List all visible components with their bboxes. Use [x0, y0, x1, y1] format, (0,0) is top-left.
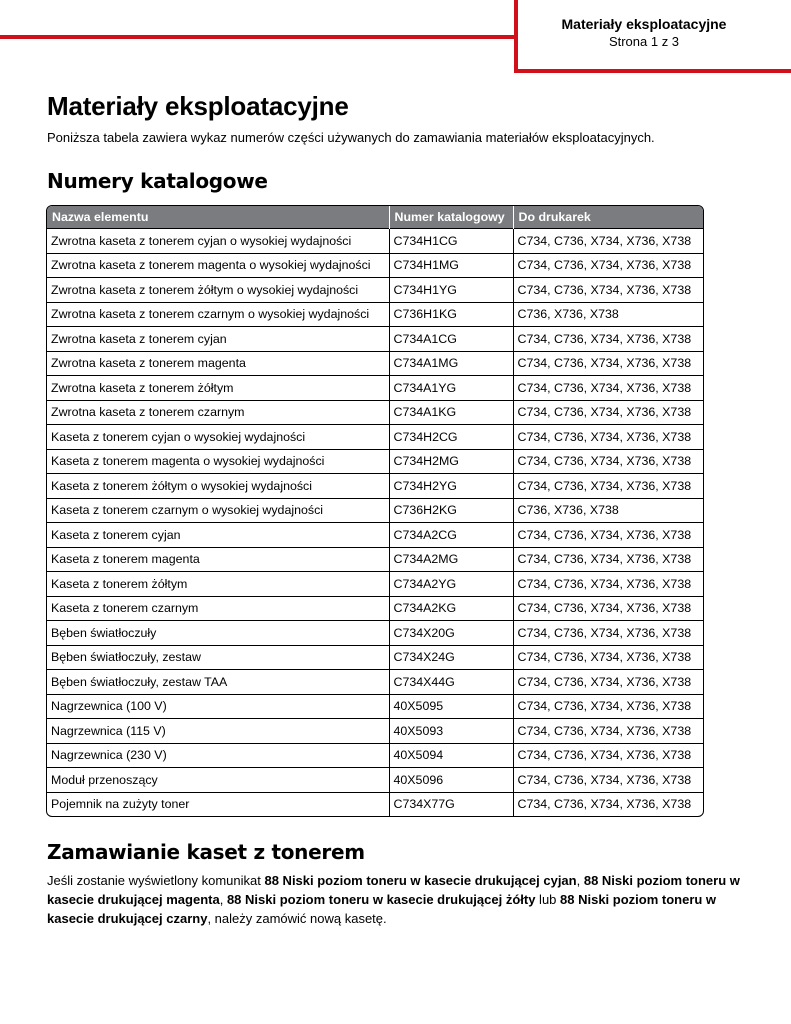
cell-part-number: C734X44G	[389, 670, 513, 695]
message-black: 88 Niski poziom toneru w kasecie drukującej czarny	[47, 892, 717, 926]
cell-item-name: Moduł przenoszący	[47, 768, 389, 793]
table-row	[47, 278, 703, 303]
cell-item-name: Bęben światłoczuły	[47, 621, 389, 646]
cell-printers: C734, C736, X734, X736, X738	[513, 719, 703, 744]
cell-part-number: 40X5096	[389, 768, 513, 793]
cell-part-number: C734X77G	[389, 792, 513, 816]
column-header-printers: Do drukarek	[513, 206, 703, 229]
cell-part-number: C734H2CG	[389, 425, 513, 450]
cell-printers: C734, C736, X734, X736, X738	[513, 278, 703, 303]
cell-item-name: Kaseta z tonerem magenta o wysokiej wydajności	[47, 449, 389, 474]
message-cyan: 88 Niski poziom toneru w kasecie drukującej cyjan	[264, 873, 577, 888]
cell-printers: C736, X736, X738	[513, 498, 703, 523]
text-run: Jeśli zostanie wyświetlony komunikat	[47, 873, 265, 888]
text-run: ,	[576, 873, 584, 888]
text-run: , należy zamówić nową kasetę.	[207, 911, 387, 926]
cell-item-name: Kaseta z tonerem cyjan	[47, 523, 389, 548]
cell-part-number: C734H1MG	[389, 253, 513, 278]
cell-item-name: Zwrotna kaseta z tonerem magenta	[47, 351, 389, 376]
table-row	[47, 572, 703, 597]
cell-printers: C734, C736, X734, X736, X738	[513, 351, 703, 376]
ordering-paragraph	[47, 871, 757, 928]
table-row	[47, 351, 703, 376]
cell-printers: C734, C736, X734, X736, X738	[513, 474, 703, 499]
header-rule-left	[0, 35, 518, 39]
table-row	[47, 523, 703, 548]
cell-item-name: Nagrzewnica (100 V)	[47, 694, 389, 719]
cell-printers: C734, C736, X734, X736, X738	[513, 572, 703, 597]
cell-printers: C734, C736, X734, X736, X738	[513, 768, 703, 793]
supplies-table	[46, 205, 704, 817]
column-header-item-name: Nazwa elementu	[47, 206, 389, 229]
table-row	[47, 229, 703, 254]
cell-item-name: Kaseta z tonerem żółtym	[47, 572, 389, 597]
cell-part-number: C734A1KG	[389, 400, 513, 425]
table-row	[47, 645, 703, 670]
cell-printers: C734, C736, X734, X736, X738	[513, 449, 703, 474]
cell-part-number: 40X5094	[389, 743, 513, 768]
table-row	[47, 621, 703, 646]
cell-item-name: Zwrotna kaseta z tonerem żółtym	[47, 376, 389, 401]
table-row	[47, 743, 703, 768]
cell-item-name: Nagrzewnica (115 V)	[47, 719, 389, 744]
cell-part-number: C734A1MG	[389, 351, 513, 376]
cell-item-name: Kaseta z tonerem żółtym o wysokiej wydajności	[47, 474, 389, 499]
cell-item-name: Zwrotna kaseta z tonerem czarnym o wysokiej wydajności	[47, 302, 389, 327]
table-body	[47, 229, 703, 817]
cell-printers: C734, C736, X734, X736, X738	[513, 645, 703, 670]
cell-printers: C734, C736, X734, X736, X738	[513, 694, 703, 719]
cell-printers: C734, C736, X734, X736, X738	[513, 376, 703, 401]
cell-item-name: Kaseta z tonerem czarnym	[47, 596, 389, 621]
cell-printers: C736, X736, X738	[513, 302, 703, 327]
cell-part-number: C734X24G	[389, 645, 513, 670]
page-title: Materiały eksploatacyjne	[47, 91, 349, 121]
table-row	[47, 376, 703, 401]
message-yellow: 88 Niski poziom toneru w kasecie drukującej żółty	[226, 892, 536, 907]
table-row	[47, 694, 703, 719]
cell-printers: C734, C736, X734, X736, X738	[513, 792, 703, 816]
cell-item-name: Kaseta z tonerem cyjan o wysokiej wydajności	[47, 425, 389, 450]
intro-text: Poniższa tabela zawiera wykaz numerów części używanych do zamawiania materiałów eksploatacyjnych.	[47, 130, 655, 145]
table-row	[47, 719, 703, 744]
cell-part-number: C734X20G	[389, 621, 513, 646]
message-magenta: 88 Niski poziom toneru w kasecie drukującej magenta	[47, 873, 740, 907]
cell-part-number: 40X5095	[389, 694, 513, 719]
cell-printers: C734, C736, X734, X736, X738	[513, 229, 703, 254]
cell-part-number: C736H1KG	[389, 302, 513, 327]
table-row	[47, 768, 703, 793]
table-row	[47, 547, 703, 572]
cell-item-name: Bęben światłoczuły, zestaw	[47, 645, 389, 670]
cell-printers: C734, C736, X734, X736, X738	[513, 547, 703, 572]
cell-item-name: Bęben światłoczuły, zestaw TAA	[47, 670, 389, 695]
cell-part-number: C734A2YG	[389, 572, 513, 597]
table-row	[47, 596, 703, 621]
page-number: Strona 1 z 3	[608, 34, 680, 49]
cell-printers: C734, C736, X734, X736, X738	[513, 621, 703, 646]
cell-item-name: Zwrotna kaseta z tonerem cyjan o wysokiej wydajności	[47, 229, 389, 254]
text-run: lub	[535, 892, 561, 907]
cell-printers: C734, C736, X734, X736, X738	[513, 523, 703, 548]
table-row	[47, 474, 703, 499]
cell-printers: C734, C736, X734, X736, X738	[513, 327, 703, 352]
cell-printers: C734, C736, X734, X736, X738	[513, 253, 703, 278]
cell-part-number: C734A2MG	[389, 547, 513, 572]
cell-part-number: C736H2KG	[389, 498, 513, 523]
header-rule-bottom	[514, 69, 791, 73]
cell-item-name: Zwrotna kaseta z tonerem magenta o wysokiej wydajności	[47, 253, 389, 278]
cell-printers: C734, C736, X734, X736, X738	[513, 596, 703, 621]
cell-item-name: Zwrotna kaseta z tonerem żółtym o wysokiej wydajności	[47, 278, 389, 303]
cell-item-name: Kaseta z tonerem magenta	[47, 547, 389, 572]
cell-printers: C734, C736, X734, X736, X738	[513, 670, 703, 695]
column-header-part-number: Numer katalogowy	[389, 206, 513, 229]
table-row	[47, 425, 703, 450]
cell-part-number: C734A1YG	[389, 376, 513, 401]
cell-item-name: Pojemnik na zużyty toner	[47, 792, 389, 816]
text-run: ,	[219, 892, 227, 907]
cell-part-number: C734A2CG	[389, 523, 513, 548]
table-header-row	[47, 206, 703, 229]
cell-part-number: C734H2YG	[389, 474, 513, 499]
cell-part-number: C734A1CG	[389, 327, 513, 352]
table-row	[47, 498, 703, 523]
table-row	[47, 327, 703, 352]
cell-part-number: C734A2KG	[389, 596, 513, 621]
cell-part-number: C734H1CG	[389, 229, 513, 254]
table-row	[47, 302, 703, 327]
cell-item-name: Zwrotna kaseta z tonerem cyjan	[47, 327, 389, 352]
cell-printers: C734, C736, X734, X736, X738	[513, 425, 703, 450]
table-row	[47, 792, 703, 816]
section-heading-ordering: Zamawianie kaset z tonerem	[47, 840, 365, 864]
cell-item-name: Nagrzewnica (230 V)	[47, 743, 389, 768]
table-row	[47, 670, 703, 695]
cell-part-number: C734H1YG	[389, 278, 513, 303]
cell-part-number: C734H2MG	[389, 449, 513, 474]
cell-item-name: Zwrotna kaseta z tonerem czarnym	[47, 400, 389, 425]
running-header-title: Materiały eksploatacyjne	[561, 16, 727, 32]
cell-part-number: 40X5093	[389, 719, 513, 744]
cell-printers: C734, C736, X734, X736, X738	[513, 400, 703, 425]
table-row	[47, 449, 703, 474]
table-row	[47, 400, 703, 425]
cell-printers: C734, C736, X734, X736, X738	[513, 743, 703, 768]
section-heading-catalog-numbers: Numery katalogowe	[47, 169, 268, 193]
table-row	[47, 253, 703, 278]
cell-item-name: Kaseta z tonerem czarnym o wysokiej wydajności	[47, 498, 389, 523]
